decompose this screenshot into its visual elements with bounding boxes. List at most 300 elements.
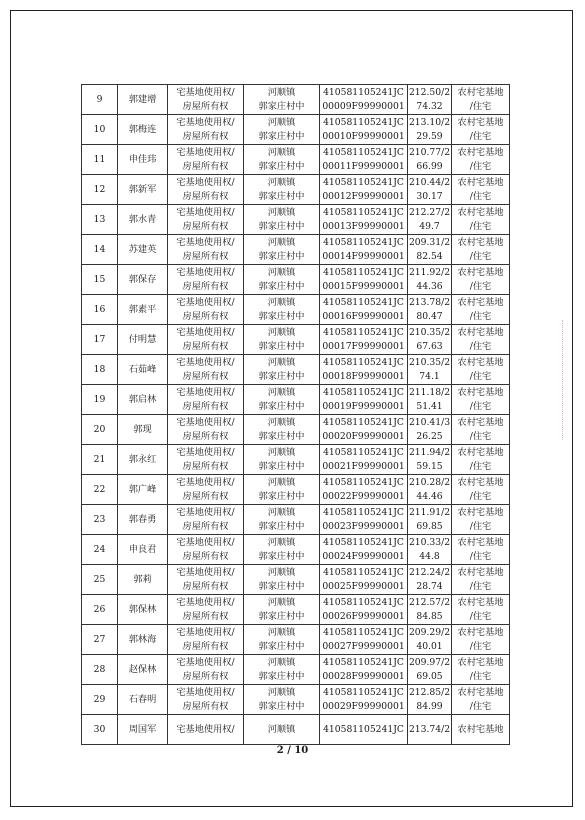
cell-name-text: 石春明 bbox=[128, 693, 157, 705]
cell-area-text: 44.46 bbox=[416, 490, 443, 502]
cell-unit-id bbox=[320, 685, 408, 715]
cell-right-type-text: 宅基地使用权/ bbox=[176, 597, 235, 608]
cell-area bbox=[408, 85, 452, 115]
cell-unit-id-text: 00016F99990001 bbox=[322, 310, 405, 322]
cell-use-text: /住宅 bbox=[469, 400, 492, 412]
cell-unit-id-text: 410581105241JC bbox=[323, 537, 404, 548]
cell-no bbox=[82, 565, 118, 595]
cell-location bbox=[244, 115, 320, 145]
cell-no bbox=[82, 205, 118, 235]
cell-area bbox=[408, 595, 452, 625]
cell-right-type-text: 宅基地使用权/ bbox=[176, 237, 235, 248]
cell-unit-id-text: 00009F99990001 bbox=[322, 100, 405, 112]
cell-right-type-text: 房屋所有权 bbox=[182, 160, 229, 172]
cell-use-text: /住宅 bbox=[469, 640, 492, 652]
cell-name bbox=[118, 685, 168, 715]
cell-name-text: 郭新军 bbox=[128, 183, 157, 195]
table-row bbox=[82, 685, 510, 715]
cell-use-text: /住宅 bbox=[469, 700, 492, 712]
cell-use-text: /住宅 bbox=[469, 610, 492, 622]
cell-location-text: 河顺镇 bbox=[267, 567, 296, 578]
cell-location-text: 郭家庄村中 bbox=[258, 700, 305, 712]
cell-unit-id bbox=[320, 145, 408, 175]
cell-unit-id-text: 410581105241JC bbox=[323, 297, 404, 308]
cell-area-text: 212.50/2 bbox=[408, 87, 451, 98]
cell-no-text: 18 bbox=[93, 363, 106, 375]
cell-area bbox=[408, 355, 452, 385]
cell-no bbox=[82, 265, 118, 295]
cell-name-text: 郭水青 bbox=[128, 213, 157, 225]
cell-location-text: 河顺镇 bbox=[267, 687, 296, 698]
cell-area-text: 44.36 bbox=[416, 280, 443, 292]
cell-name bbox=[118, 505, 168, 535]
cell-name bbox=[118, 175, 168, 205]
cell-location-text: 郭家庄村中 bbox=[258, 160, 305, 172]
cell-no-text: 28 bbox=[93, 663, 106, 675]
cell-area-text: 209.97/2 bbox=[408, 657, 451, 668]
cell-unit-id bbox=[320, 625, 408, 655]
cell-unit-id-text: 410581105241JC bbox=[323, 507, 404, 518]
cell-right-type bbox=[168, 685, 244, 715]
cell-name bbox=[118, 265, 168, 295]
cell-use-text: /住宅 bbox=[469, 550, 492, 562]
cell-use bbox=[452, 655, 510, 685]
cell-location bbox=[244, 685, 320, 715]
cell-unit-id bbox=[320, 115, 408, 145]
cell-area bbox=[408, 175, 452, 205]
cell-unit-id bbox=[320, 175, 408, 205]
cell-location-text: 郭家庄村中 bbox=[258, 280, 305, 292]
table-row bbox=[82, 145, 510, 175]
cell-right-type-text: 房屋所有权 bbox=[182, 340, 229, 352]
cell-name-text: 郭广峰 bbox=[128, 483, 157, 495]
cell-location-text: 郭家庄村中 bbox=[258, 550, 305, 562]
table-row bbox=[82, 85, 510, 115]
cell-name-text: 郭素平 bbox=[128, 303, 157, 315]
cell-area-text: 69.05 bbox=[416, 670, 443, 682]
cell-location-text: 郭家庄村中 bbox=[258, 130, 305, 142]
cell-use bbox=[452, 685, 510, 715]
cell-area bbox=[408, 655, 452, 685]
cell-area bbox=[408, 445, 452, 475]
table-row bbox=[82, 595, 510, 625]
cell-right-type-text: 宅基地使用权/ bbox=[176, 357, 235, 368]
cell-no-text: 16 bbox=[93, 303, 106, 315]
cell-use bbox=[452, 235, 510, 265]
cell-right-type bbox=[168, 175, 244, 205]
cell-unit-id-text: 00028F99990001 bbox=[322, 670, 405, 682]
cell-right-type-text: 房屋所有权 bbox=[182, 490, 229, 502]
cell-use-text: 农村宅基地 bbox=[457, 477, 504, 488]
cell-location bbox=[244, 295, 320, 325]
cell-right-type bbox=[168, 85, 244, 115]
cell-area-text: 212.57/2 bbox=[408, 597, 451, 608]
cell-location-text: 河顺镇 bbox=[267, 387, 296, 398]
cell-unit-id-text: 410581105241JC bbox=[323, 117, 404, 128]
cell-right-type bbox=[168, 625, 244, 655]
cell-right-type bbox=[168, 265, 244, 295]
cell-right-type-text: 宅基地使用权/ bbox=[176, 723, 235, 735]
cell-area-text: 44.8 bbox=[419, 550, 440, 562]
cell-area-text: 51.41 bbox=[416, 400, 443, 412]
cell-location bbox=[244, 355, 320, 385]
cell-unit-id-text: 410581105241JC bbox=[323, 87, 404, 98]
cell-use bbox=[452, 535, 510, 565]
cell-no bbox=[82, 595, 118, 625]
cell-use-text: /住宅 bbox=[469, 580, 492, 592]
table-row bbox=[82, 355, 510, 385]
cell-unit-id-text: 410581105241JC bbox=[323, 327, 404, 338]
cell-no bbox=[82, 655, 118, 685]
table-row bbox=[82, 295, 510, 325]
cell-right-type-text: 宅基地使用权/ bbox=[176, 87, 235, 98]
cell-location-text: 河顺镇 bbox=[267, 627, 296, 638]
cell-location bbox=[244, 445, 320, 475]
cell-name bbox=[118, 445, 168, 475]
cell-right-type-text: 房屋所有权 bbox=[182, 100, 229, 112]
cell-unit-id bbox=[320, 535, 408, 565]
cell-area-text: 66.99 bbox=[416, 160, 443, 172]
cell-unit-id-text: 00010F99990001 bbox=[322, 130, 405, 142]
cell-area-text: 69.85 bbox=[416, 520, 443, 532]
cell-location-text: 河顺镇 bbox=[267, 417, 296, 428]
cell-name bbox=[118, 115, 168, 145]
cell-right-type bbox=[168, 415, 244, 445]
cell-use-text: /住宅 bbox=[469, 130, 492, 142]
cell-right-type bbox=[168, 505, 244, 535]
cell-right-type-text: 宅基地使用权/ bbox=[176, 627, 235, 638]
cell-unit-id bbox=[320, 265, 408, 295]
cell-area-text: 30.17 bbox=[416, 190, 443, 202]
cell-right-type bbox=[168, 445, 244, 475]
cell-no-text: 27 bbox=[93, 633, 106, 645]
cell-area bbox=[408, 205, 452, 235]
cell-no bbox=[82, 175, 118, 205]
table-row bbox=[82, 205, 510, 235]
cell-name bbox=[118, 85, 168, 115]
cell-location-text: 河顺镇 bbox=[267, 117, 296, 128]
cell-unit-id bbox=[320, 295, 408, 325]
cell-area-text: 59.15 bbox=[416, 460, 443, 472]
cell-area-text: 213.78/2 bbox=[408, 297, 451, 308]
cell-no-text: 29 bbox=[93, 693, 106, 705]
cell-use-text: 农村宅基地 bbox=[457, 297, 504, 308]
cell-name bbox=[118, 325, 168, 355]
cell-location bbox=[244, 145, 320, 175]
cell-name-text: 郭永红 bbox=[128, 453, 157, 465]
cell-unit-id bbox=[320, 235, 408, 265]
cell-use-text: /住宅 bbox=[469, 370, 492, 382]
cell-right-type bbox=[168, 475, 244, 505]
cell-right-type bbox=[168, 115, 244, 145]
cell-right-type-text: 宅基地使用权/ bbox=[176, 507, 235, 518]
cell-name-text: 石茹峰 bbox=[128, 363, 157, 375]
cell-area-text: 84.99 bbox=[416, 700, 443, 712]
cell-unit-id-text: 00013F99990001 bbox=[322, 220, 405, 232]
cell-location-text: 河顺镇 bbox=[267, 723, 296, 735]
cell-no-text: 24 bbox=[93, 543, 106, 555]
cell-use-text: 农村宅基地 bbox=[457, 387, 504, 398]
cell-use-text: /住宅 bbox=[469, 310, 492, 322]
cell-unit-id bbox=[320, 565, 408, 595]
cell-right-type-text: 宅基地使用权/ bbox=[176, 537, 235, 548]
cell-unit-id-text: 410581105241JC bbox=[323, 387, 404, 398]
cell-right-type-text: 房屋所有权 bbox=[182, 430, 229, 442]
cell-name bbox=[118, 355, 168, 385]
cell-use bbox=[452, 265, 510, 295]
cell-name bbox=[118, 235, 168, 265]
cell-location-text: 郭家庄村中 bbox=[258, 220, 305, 232]
cell-use bbox=[452, 595, 510, 625]
cell-area bbox=[408, 265, 452, 295]
cell-right-type bbox=[168, 295, 244, 325]
cell-use-text: 农村宅基地 bbox=[457, 687, 504, 698]
cell-right-type-text: 宅基地使用权/ bbox=[176, 567, 235, 578]
cell-right-type-text: 宅基地使用权/ bbox=[176, 447, 235, 458]
cell-no-text: 26 bbox=[93, 603, 106, 615]
cell-unit-id-text: 410581105241JC bbox=[323, 447, 404, 458]
cell-area bbox=[408, 535, 452, 565]
cell-name-text: 郭林海 bbox=[128, 633, 157, 645]
cell-unit-id-text: 00011F99990001 bbox=[322, 160, 405, 172]
cell-area bbox=[408, 295, 452, 325]
cell-area-text: 26.25 bbox=[416, 430, 443, 442]
cell-name bbox=[118, 565, 168, 595]
cell-location bbox=[244, 715, 320, 745]
cell-name bbox=[118, 385, 168, 415]
cell-right-type-text: 房屋所有权 bbox=[182, 370, 229, 382]
cell-location-text: 河顺镇 bbox=[267, 237, 296, 248]
cell-area-text: 212.85/2 bbox=[408, 687, 451, 698]
cell-use bbox=[452, 445, 510, 475]
cell-location-text: 河顺镇 bbox=[267, 597, 296, 608]
cell-location-text: 河顺镇 bbox=[267, 657, 296, 668]
cell-unit-id-text: 00020F99990001 bbox=[322, 430, 405, 442]
margin-stamp-trace bbox=[562, 320, 569, 440]
cell-no-text: 23 bbox=[93, 513, 106, 525]
cell-name bbox=[118, 295, 168, 325]
cell-right-type-text: 房屋所有权 bbox=[182, 130, 229, 142]
cell-location-text: 郭家庄村中 bbox=[258, 310, 305, 322]
cell-name-text: 郭保林 bbox=[128, 603, 157, 615]
cell-unit-id-text: 00012F99990001 bbox=[322, 190, 405, 202]
cell-location-text: 河顺镇 bbox=[267, 477, 296, 488]
cell-unit-id bbox=[320, 475, 408, 505]
cell-location-text: 郭家庄村中 bbox=[258, 490, 305, 502]
cell-unit-id-text: 410581105241JC bbox=[323, 147, 404, 158]
cell-unit-id-text: 00017F99990001 bbox=[322, 340, 405, 352]
cell-right-type-text: 房屋所有权 bbox=[182, 580, 229, 592]
cell-area bbox=[408, 235, 452, 265]
cell-no-text: 21 bbox=[93, 453, 106, 465]
cell-use-text: /住宅 bbox=[469, 670, 492, 682]
cell-use bbox=[452, 295, 510, 325]
cell-location bbox=[244, 325, 320, 355]
cell-right-type bbox=[168, 535, 244, 565]
cell-no bbox=[82, 535, 118, 565]
table-row bbox=[82, 655, 510, 685]
cell-unit-id-text: 00023F99990001 bbox=[322, 520, 405, 532]
cell-use-text: 农村宅基地 bbox=[457, 723, 504, 735]
cell-location-text: 郭家庄村中 bbox=[258, 100, 305, 112]
cell-no bbox=[82, 115, 118, 145]
cell-area bbox=[408, 505, 452, 535]
cell-use bbox=[452, 175, 510, 205]
cell-right-type bbox=[168, 385, 244, 415]
cell-right-type-text: 房屋所有权 bbox=[182, 610, 229, 622]
table-row bbox=[82, 115, 510, 145]
cell-name bbox=[118, 655, 168, 685]
cell-use bbox=[452, 625, 510, 655]
cell-location-text: 河顺镇 bbox=[267, 207, 296, 218]
cell-name bbox=[118, 625, 168, 655]
cell-use-text: /住宅 bbox=[469, 430, 492, 442]
cell-location bbox=[244, 655, 320, 685]
cell-location bbox=[244, 235, 320, 265]
cell-use-text: 农村宅基地 bbox=[457, 147, 504, 158]
cell-right-type-text: 宅基地使用权/ bbox=[176, 687, 235, 698]
cell-unit-id-text: 00019F99990001 bbox=[322, 400, 405, 412]
cell-unit-id-text: 410581105241JC bbox=[323, 597, 404, 608]
cell-use-text: 农村宅基地 bbox=[457, 357, 504, 368]
cell-name-text: 郭建增 bbox=[128, 93, 157, 105]
cell-no-text: 14 bbox=[93, 243, 106, 255]
cell-use-text: 农村宅基地 bbox=[457, 537, 504, 548]
cell-area bbox=[408, 325, 452, 355]
cell-area-text: 213.10/2 bbox=[408, 117, 451, 128]
cell-location-text: 郭家庄村中 bbox=[258, 610, 305, 622]
cell-location-text: 河顺镇 bbox=[267, 537, 296, 548]
cell-area-text: 213.74/2 bbox=[408, 723, 451, 735]
cell-use-text: /住宅 bbox=[469, 160, 492, 172]
cell-use bbox=[452, 715, 510, 745]
cell-no bbox=[82, 445, 118, 475]
cell-unit-id-text: 00022F99990001 bbox=[322, 490, 405, 502]
cell-right-type bbox=[168, 325, 244, 355]
cell-name bbox=[118, 415, 168, 445]
cell-name bbox=[118, 475, 168, 505]
cell-right-type bbox=[168, 655, 244, 685]
cell-use bbox=[452, 475, 510, 505]
cell-use bbox=[452, 385, 510, 415]
cell-right-type-text: 房屋所有权 bbox=[182, 460, 229, 472]
cell-name bbox=[118, 715, 168, 745]
cell-location bbox=[244, 475, 320, 505]
cell-use bbox=[452, 145, 510, 175]
cell-use bbox=[452, 115, 510, 145]
cell-unit-id bbox=[320, 655, 408, 685]
cell-right-type-text: 宅基地使用权/ bbox=[176, 657, 235, 668]
table-row bbox=[82, 385, 510, 415]
cell-name-text: 郭启林 bbox=[128, 393, 157, 405]
table-row bbox=[82, 475, 510, 505]
cell-unit-id-text: 00018F99990001 bbox=[322, 370, 405, 382]
cell-area bbox=[408, 625, 452, 655]
cell-unit-id bbox=[320, 595, 408, 625]
cell-location-text: 河顺镇 bbox=[267, 507, 296, 518]
cell-use-text: 农村宅基地 bbox=[457, 627, 504, 638]
cell-unit-id-text: 410581105241JC bbox=[323, 657, 404, 668]
cell-use-text: /住宅 bbox=[469, 340, 492, 352]
cell-no-text: 30 bbox=[93, 723, 106, 735]
cell-location-text: 河顺镇 bbox=[267, 87, 296, 98]
cell-unit-id bbox=[320, 415, 408, 445]
cell-location-text: 郭家庄村中 bbox=[258, 460, 305, 472]
cell-right-type-text: 房屋所有权 bbox=[182, 700, 229, 712]
table-row bbox=[82, 265, 510, 295]
cell-location-text: 郭家庄村中 bbox=[258, 190, 305, 202]
cell-unit-id-text: 410581105241JC bbox=[323, 357, 404, 368]
cell-no-text: 11 bbox=[93, 153, 106, 165]
cell-no bbox=[82, 415, 118, 445]
cell-no bbox=[82, 145, 118, 175]
cell-name-text: 郭保存 bbox=[128, 273, 157, 285]
cell-unit-id bbox=[320, 715, 408, 745]
cell-area-text: 211.91/2 bbox=[408, 507, 451, 518]
cell-location-text: 郭家庄村中 bbox=[258, 430, 305, 442]
cell-right-type-text: 宅基地使用权/ bbox=[176, 297, 235, 308]
cell-right-type-text: 宅基地使用权/ bbox=[176, 387, 235, 398]
cell-location bbox=[244, 625, 320, 655]
cell-no bbox=[82, 625, 118, 655]
cell-use-text: /住宅 bbox=[469, 220, 492, 232]
table-row bbox=[82, 565, 510, 595]
cell-right-type-text: 房屋所有权 bbox=[182, 250, 229, 262]
cell-name-text: 苏建英 bbox=[128, 243, 157, 255]
cell-area-text: 210.44/2 bbox=[408, 177, 451, 188]
cell-unit-id-text: 00021F99990001 bbox=[322, 460, 405, 472]
cell-use-text: /住宅 bbox=[469, 280, 492, 292]
table-body bbox=[82, 85, 510, 745]
cell-location-text: 河顺镇 bbox=[267, 327, 296, 338]
cell-area-text: 74.32 bbox=[416, 100, 443, 112]
cell-right-type-text: 宅基地使用权/ bbox=[176, 117, 235, 128]
cell-unit-id-text: 410581105241JC bbox=[323, 177, 404, 188]
cell-no bbox=[82, 715, 118, 745]
cell-right-type-text: 房屋所有权 bbox=[182, 190, 229, 202]
cell-use bbox=[452, 565, 510, 595]
cell-no bbox=[82, 685, 118, 715]
cell-area-text: 40.01 bbox=[416, 640, 443, 652]
cell-use-text: /住宅 bbox=[469, 520, 492, 532]
cell-unit-id-text: 410581105241JC bbox=[323, 207, 404, 218]
cell-area-text: 84.85 bbox=[416, 610, 443, 622]
cell-use-text: 农村宅基地 bbox=[457, 597, 504, 608]
cell-use bbox=[452, 355, 510, 385]
cell-use bbox=[452, 205, 510, 235]
cell-location-text: 河顺镇 bbox=[267, 267, 296, 278]
cell-use-text: /住宅 bbox=[469, 190, 492, 202]
cell-area-text: 210.35/2 bbox=[408, 357, 451, 368]
cell-use-text: 农村宅基地 bbox=[457, 267, 504, 278]
cell-no-text: 20 bbox=[93, 423, 106, 435]
cell-use-text: /住宅 bbox=[469, 460, 492, 472]
cell-area bbox=[408, 145, 452, 175]
cell-use-text: 农村宅基地 bbox=[457, 417, 504, 428]
cell-location bbox=[244, 385, 320, 415]
cell-right-type bbox=[168, 595, 244, 625]
cell-use bbox=[452, 505, 510, 535]
cell-area bbox=[408, 415, 452, 445]
cell-unit-id-text: 00014F99990001 bbox=[322, 250, 405, 262]
cell-right-type bbox=[168, 235, 244, 265]
cell-use-text: 农村宅基地 bbox=[457, 87, 504, 98]
cell-area-text: 210.33/2 bbox=[408, 537, 451, 548]
cell-right-type-text: 宅基地使用权/ bbox=[176, 147, 235, 158]
cell-name-text: 周国军 bbox=[128, 723, 157, 735]
cell-unit-id-text: 410581105241JC bbox=[323, 687, 404, 698]
cell-no bbox=[82, 235, 118, 265]
